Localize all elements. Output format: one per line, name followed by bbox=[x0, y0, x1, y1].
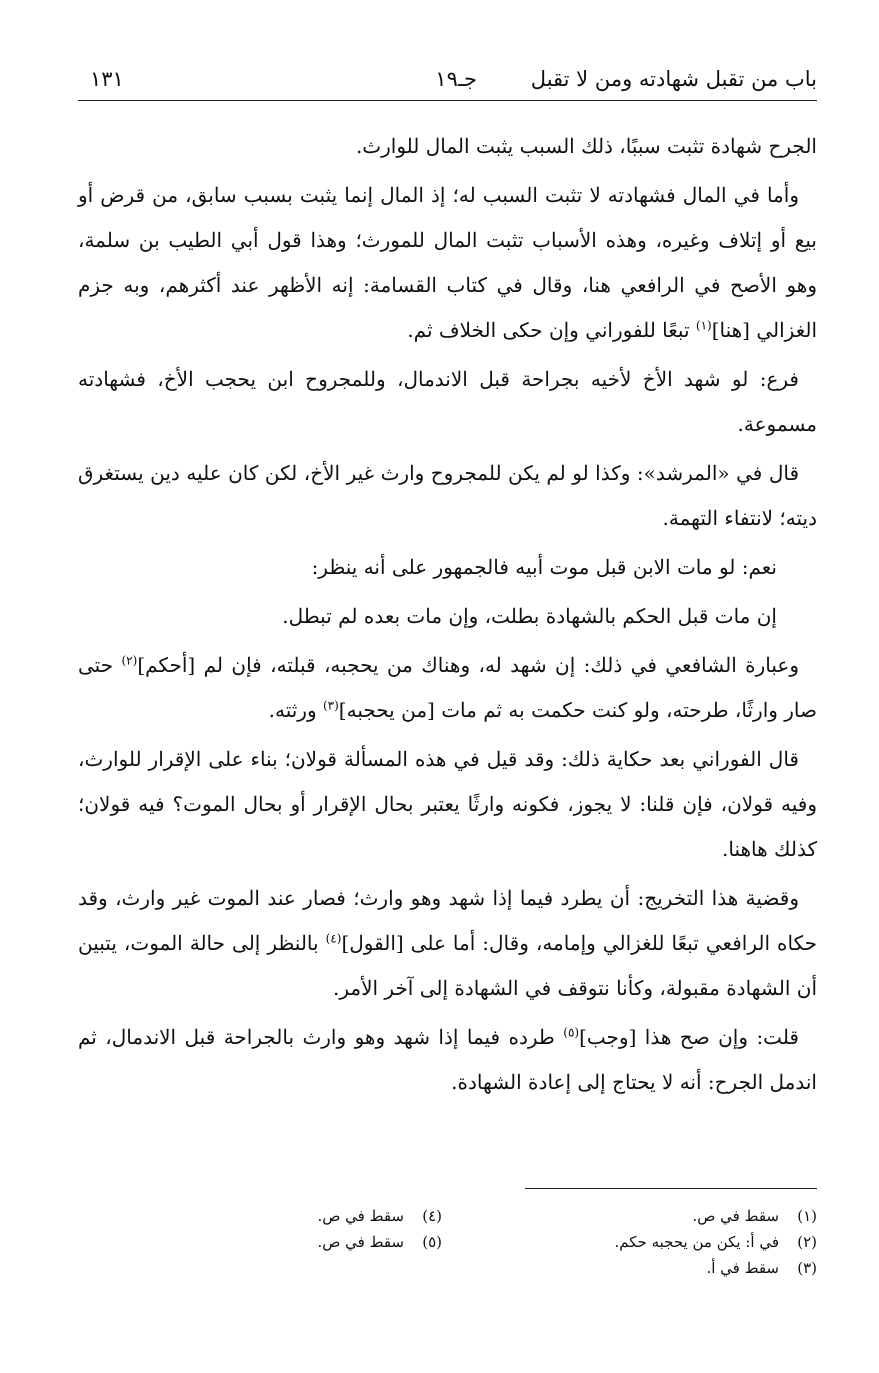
paragraph: قال الفوراني بعد حكاية ذلك: وقد قيل في هذه المسألة قولان؛ بناء على الإقرار للوارث، وفيه قولان، فإن قلنا: لا يجوز، فكونه وارثًا يعتبر بحال الإقرار أو بحال الموت؟ فيه قولان؛ كذلك هاهنا. bbox=[78, 747, 817, 861]
header-divider bbox=[78, 100, 817, 101]
paragraph: فرع: لو شهد الأخ لأخيه بجراحة قبل الاندمال، وللمجروح ابن يحجب الأخ، فشهادته مسموعة. bbox=[78, 367, 817, 436]
paragraph: وأما في المال فشهادته لا تثبت السبب له؛ إذ المال إنما يثبت بسبب سابق، من قرض أو بيع أو إتلاف وغيره، وهذه الأسباب تثبت المال للمورث؛ وهذا قول أبي الطيب بن سلمة، وهو الأصح في الرافعي هنا، وقال في كتاب القسامة: إنه الأظهر عند أكثرهم، وبه جزم الغزالي [هنا]$^{(١)}$ تبعًا للفوراني وإن حكى الخلاف ثم. bbox=[78, 183, 817, 342]
footnote-item bbox=[182, 1229, 442, 1255]
footnote-mark: (٤) bbox=[325, 931, 342, 946]
chapter-title: باب من تقبل شهادته ومن لا تقبل bbox=[530, 67, 817, 91]
footnote-item bbox=[557, 1255, 817, 1281]
footnote-number: (٣) bbox=[797, 1259, 817, 1277]
volume-label: جـ١٩ bbox=[435, 67, 477, 91]
paragraph: الجرح شهادة تثبت سببًا، ذلك السبب يثبت المال للوارث. bbox=[355, 134, 817, 158]
paragraph: قال في «المرشد»: وكذا لو لم يكن للمجروح وارث غير الأخ، لكن كان عليه دين يستغرق ديته؛ لانتفاء التهمة. bbox=[78, 461, 817, 530]
footnote-divider bbox=[525, 1188, 817, 1189]
footnote-mark: (٥) bbox=[563, 1025, 580, 1040]
footnote-number: (٥) bbox=[422, 1233, 442, 1251]
paragraph: وعبارة الشافعي في ذلك: إن شهد له، وهناك من يحجبه، قبلته، فإن لم [أحكم]$^{(٢)}$ حتى صار وارثًا، طرحته، ولو كنت حكمت به ثم مات [من يحجبه]$^{(٣)}$ ورثته. bbox=[78, 653, 817, 722]
paragraph: وقضية هذا التخريج: أن يطرد فيما إذا شهد وهو وارث؛ فصار عند الموت غير وارث، وقد حكاه الرافعي تبعًا للغزالي وإمامه، وقال: أما على [القول]$^{(٤)}$ بالنظر إلى حالة الموت، يتبين أن الشهادة مقبولة، وكأنا نتوقف في الشهادة إلى آخر الأمر. bbox=[78, 886, 818, 1000]
paragraph: نعم: لو مات الابن قبل موت أبيه فالجمهور على أنه ينظر: bbox=[311, 555, 777, 579]
footnote-text: في أ: يكن من يحجبه حكم. bbox=[614, 1233, 779, 1251]
footnote-mark: (٢) bbox=[121, 653, 138, 668]
footnote-mark: (٣) bbox=[322, 698, 339, 713]
footnote-mark: (١) bbox=[695, 318, 712, 333]
footnote-item bbox=[557, 1203, 817, 1229]
footnote-item bbox=[182, 1203, 442, 1229]
main-text bbox=[78, 124, 817, 1109]
footnote-item bbox=[557, 1229, 817, 1255]
footnote-number: (١) bbox=[797, 1207, 817, 1225]
footnote-column bbox=[182, 1203, 442, 1255]
footnote-text: سقط في أ. bbox=[706, 1259, 779, 1277]
paragraph: إن مات قبل الحكم بالشهادة بطلت، وإن مات بعده لم تبطل. bbox=[282, 604, 777, 628]
running-header bbox=[78, 62, 817, 96]
footnote-text: سقط في ص. bbox=[692, 1207, 779, 1225]
footnote-number: (٤) bbox=[422, 1207, 442, 1225]
footnote-text: سقط في ص. bbox=[317, 1207, 404, 1225]
footnote-number: (٢) bbox=[797, 1233, 817, 1251]
footnote-column bbox=[557, 1203, 817, 1281]
page-number: ١٣١ bbox=[90, 67, 124, 91]
footnote-text: سقط في ص. bbox=[317, 1233, 404, 1251]
paragraph: قلت: وإن صح هذا [وجب]$^{(٥)}$ طرده فيما إذا شهد وهو وارث بالجراحة قبل الاندمال، ثم اندمل الجرح: أنه لا يحتاج إلى إعادة الشهادة. bbox=[78, 1025, 817, 1094]
